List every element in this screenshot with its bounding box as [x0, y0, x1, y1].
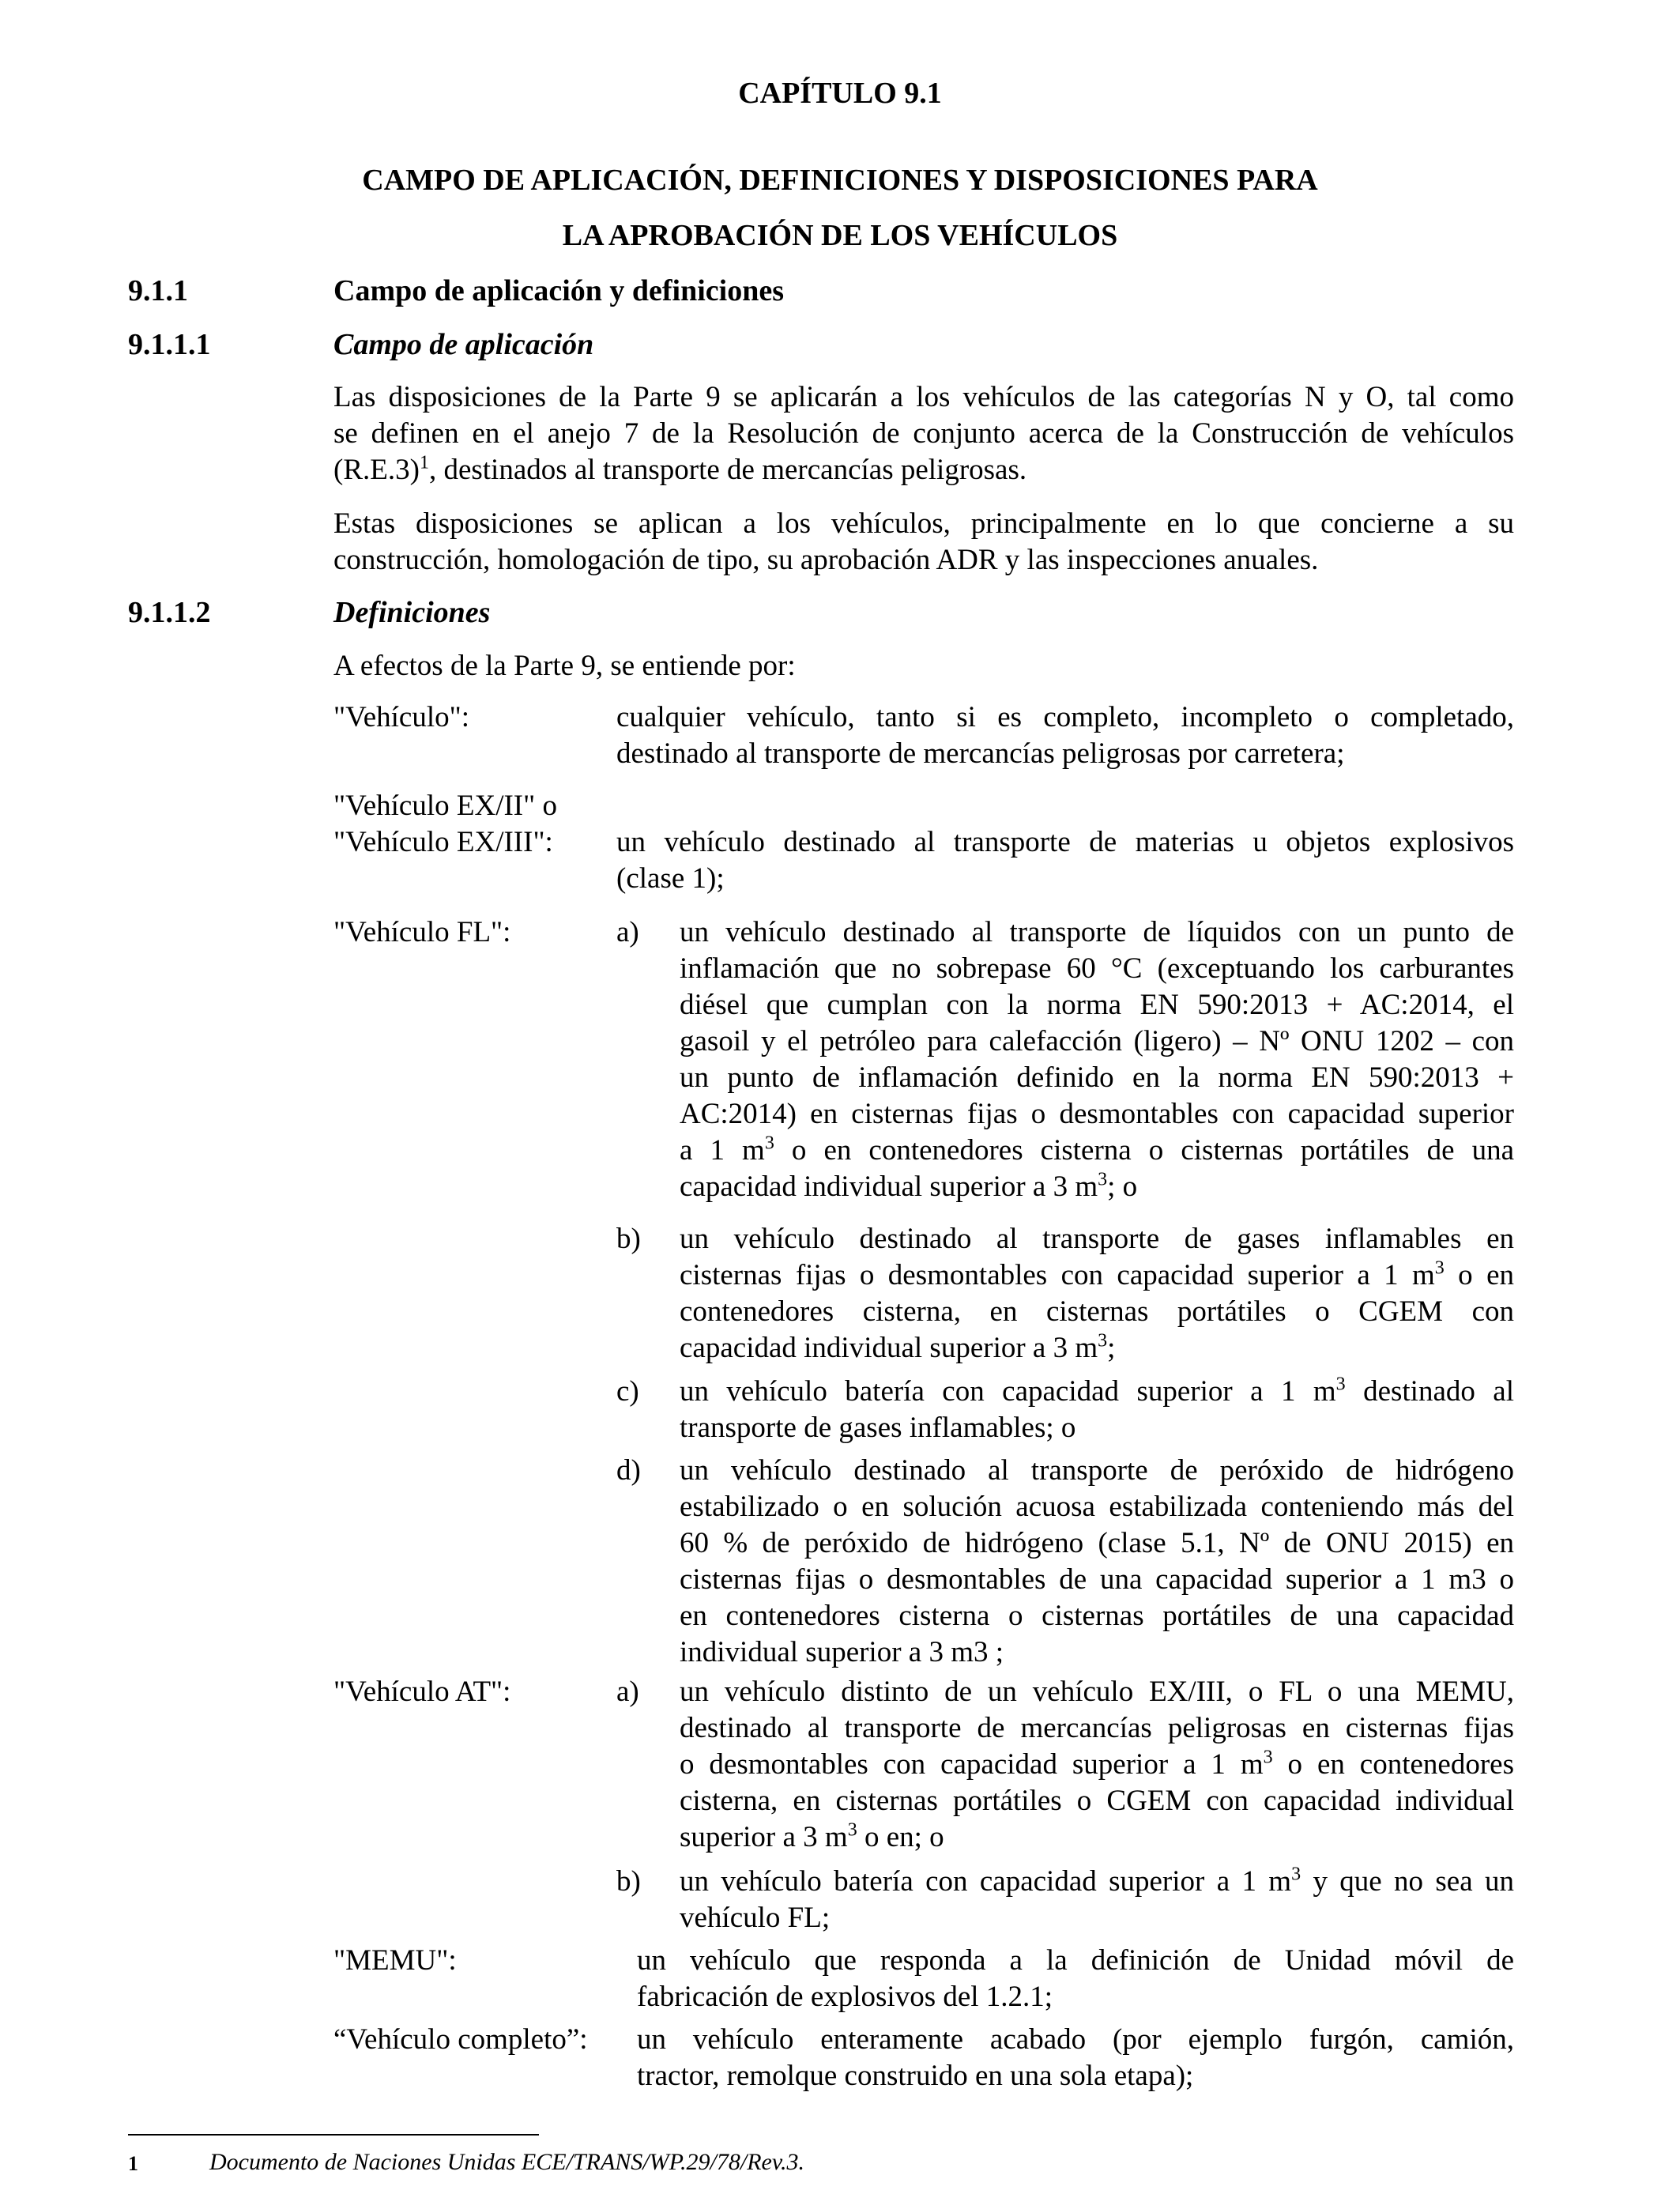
definition-line: contenedores cisterna, en cisternas portátiles o CGEM con: [680, 1295, 1514, 1328]
definition-line: individual superior a 3 m3 ;: [680, 1636, 1004, 1668]
text-segment: ; o: [1107, 1171, 1138, 1203]
term-vehiculo-ex-ii: "Vehículo EX/II" o: [333, 790, 557, 822]
text-segment: un vehículo batería con capacidad superior a 1 m: [680, 1865, 1292, 1898]
definition-line: cisternas fijas o desmontables de una capacidad superior a 1 m3 o: [680, 1563, 1514, 1596]
list-label-at-a: a): [616, 1676, 639, 1708]
section-number-9-1-1: 9.1.1: [128, 274, 188, 307]
definition-line: [680, 1330, 1514, 1367]
text-segment: cisternas fijas o desmontables con capacidad superior a 1 m: [680, 1259, 1435, 1291]
definition-line: (clase 1);: [616, 862, 725, 895]
section-number-9-1-1-1: 9.1.1.1: [128, 328, 211, 361]
definition-line: AC:2014) en cisternas fijas o desmontables con capacidad superior: [680, 1098, 1514, 1130]
definition-line: fabricación de explosivos del 1.2.1;: [637, 1981, 1053, 2013]
definition-line: cualquier vehículo, tanto si es completo, incompleto o completado,: [616, 701, 1514, 733]
text-segment: capacidad individual superior a 3 m: [680, 1171, 1098, 1203]
list-item-fl-b: [680, 1221, 1514, 1367]
text-segment: o desmontables con capacidad superior a 1 m: [680, 1748, 1264, 1781]
list-item-at-b: [680, 1864, 1514, 1936]
definition-line: 60 % de peróxido de hidrógeno (clase 5.1, Nº de ONU 2015) en: [680, 1527, 1514, 1559]
definition-line: inflamación que no sobrepase 60 °C (exceptuando los carburantes: [680, 952, 1514, 985]
definition-line: [680, 1374, 1514, 1410]
section-title-9-1-1-2: Definiciones: [333, 596, 491, 629]
definition-line: gasoil y el petróleo para calefacción (ligero) – Nº ONU 1202 – con: [680, 1025, 1514, 1057]
chapter-heading-line-2: LA APROBACIÓN DE LOS VEHÍCULOS: [562, 219, 1118, 252]
definition-line: tractor, remolque construido en una sola etapa);: [637, 2060, 1194, 2092]
superscript: 3: [1098, 1169, 1108, 1190]
definition-line: un vehículo destinado al transporte de materias u objetos explosivos: [616, 826, 1514, 858]
list-label-at-b: b): [616, 1865, 641, 1898]
paragraph-line: se definen en el anejo 7 de la Resolución de conjunto acerca de la Construcción de vehículos: [333, 417, 1514, 450]
text-segment: (R.E.3): [333, 454, 420, 486]
definition-line: [680, 1133, 1514, 1169]
text-segment: o en: [1444, 1259, 1514, 1291]
text-segment: , destinados al transporte de mercancías peligrosas.: [428, 454, 1027, 486]
superscript: 3: [1098, 1330, 1108, 1351]
section-number-9-1-1-2: 9.1.1.2: [128, 596, 211, 629]
chapter-title: CAPÍTULO 9.1: [738, 77, 942, 110]
paragraph-scope-1: [333, 379, 1514, 488]
text-segment: a 1 m: [680, 1134, 765, 1167]
paragraph-scope-2: [333, 506, 1514, 579]
definition-line: estabilizado o en solución acuosa estabilizada conteniendo más del: [680, 1491, 1514, 1523]
text-segment: un vehículo batería con capacidad superior a 1 m: [680, 1375, 1336, 1408]
list-item-at-a: [680, 1674, 1514, 1856]
list-label-fl-a: a): [616, 916, 639, 948]
paragraph-line: [333, 452, 1514, 488]
term-vehiculo-at: "Vehículo AT":: [333, 1676, 511, 1708]
definition-vehiculo-completo: [637, 2022, 1514, 2094]
definition-line: transporte de gases inflamables; o: [680, 1412, 1076, 1444]
definition-line: cisterna, en cisternas portátiles o CGEM con capacidad individual: [680, 1785, 1514, 1817]
superscript: 3: [847, 1819, 857, 1841]
term-vehiculo-completo: “Vehículo completo”:: [333, 2023, 588, 2056]
term-memu: "MEMU":: [333, 1944, 457, 1977]
paragraph-line: Estas disposiciones se aplican a los vehículos, principalmente en lo que concierne a su: [333, 507, 1514, 540]
definition-line: un vehículo que responda a la definición de Unidad móvil de: [637, 1944, 1514, 1977]
definition-line: [680, 1864, 1514, 1900]
text-segment: o en; o: [857, 1821, 944, 1853]
definition-line: destinado al transporte de mercancías peligrosas por carretera;: [616, 737, 1345, 770]
text-segment: o en contenedores: [1272, 1748, 1514, 1781]
superscript: 3: [1335, 1374, 1346, 1395]
definition-line: [680, 1169, 1514, 1205]
definition-memu: [637, 1943, 1514, 2015]
list-label-fl-d: d): [616, 1454, 641, 1487]
text-segment: destinado al: [1345, 1375, 1514, 1408]
footnote-ref: 1: [419, 452, 429, 473]
superscript: 3: [1434, 1257, 1445, 1279]
definition-line: vehículo FL;: [680, 1902, 831, 1934]
text-segment: o en contenedores cisterna o cisternas portátiles de una: [774, 1134, 1514, 1167]
section-title-9-1-1-1: Campo de aplicación: [333, 328, 594, 361]
text-segment: y que no sea un: [1301, 1865, 1514, 1898]
paragraph-line: construcción, homologación de tipo, su aprobación ADR y las inspecciones anuales.: [333, 544, 1319, 576]
list-item-fl-c: [680, 1374, 1514, 1446]
footnote-separator: [128, 2134, 539, 2136]
definition-line: diésel que cumplan con la norma EN 590:2013 + AC:2014, el: [680, 989, 1514, 1021]
definition-line: un punto de inflamación definido en la norma EN 590:2013 +: [680, 1061, 1514, 1094]
text-segment: capacidad individual superior a 3 m: [680, 1332, 1098, 1364]
list-item-fl-d: [680, 1453, 1514, 1671]
definition-line: un vehículo distinto de un vehículo EX/III, o FL o una MEMU,: [680, 1676, 1514, 1708]
definition-line: en contenedores cisterna o cisternas portátiles de una capacidad: [680, 1600, 1514, 1632]
definition-line: destinado al transporte de mercancías peligrosas en cisternas fijas: [680, 1712, 1514, 1744]
text-segment: ;: [1107, 1332, 1116, 1364]
definition-line: [680, 1747, 1514, 1783]
term-vehiculo: "Vehículo":: [333, 701, 470, 733]
definition-vehiculo: [616, 699, 1514, 772]
definition-line: [680, 1819, 1514, 1856]
definition-vehiculo-ex: [616, 824, 1514, 897]
text-segment: superior a 3 m: [680, 1821, 848, 1853]
term-vehiculo-fl: "Vehículo FL":: [333, 916, 511, 948]
superscript: 3: [764, 1133, 774, 1154]
definition-line: un vehículo destinado al transporte de líquidos con un punto de: [680, 916, 1514, 948]
definition-line: un vehículo destinado al transporte de peróxido de hidrógeno: [680, 1454, 1514, 1487]
footnote-text: Documento de Naciones Unidas ECE/TRANS/WP.29/78/Rev.3.: [209, 2149, 804, 2175]
paragraph-line: Las disposiciones de la Parte 9 se aplicarán a los vehículos de las categorías N y O, tal como: [333, 381, 1514, 413]
term-vehiculo-ex-iii: "Vehículo EX/III":: [333, 826, 553, 858]
section-title-9-1-1: Campo de aplicación y definiciones: [333, 274, 785, 307]
list-item-fl-a: [680, 914, 1514, 1205]
superscript: 3: [1291, 1864, 1301, 1885]
footnote-number: 1: [128, 2152, 138, 2175]
definition-line: un vehículo enteramente acabado (por ejemplo furgón, camión,: [637, 2023, 1514, 2056]
list-label-fl-b: b): [616, 1223, 641, 1255]
definitions-intro: A efectos de la Parte 9, se entiende por:: [333, 650, 796, 682]
chapter-heading-line-1: CAMPO DE APLICACIÓN, DEFINICIONES Y DISPOSICIONES PARA: [362, 164, 1318, 197]
list-label-fl-c: c): [616, 1375, 639, 1408]
superscript: 3: [1263, 1747, 1273, 1768]
definition-line: un vehículo destinado al transporte de gases inflamables en: [680, 1223, 1514, 1255]
definition-line: [680, 1257, 1514, 1294]
